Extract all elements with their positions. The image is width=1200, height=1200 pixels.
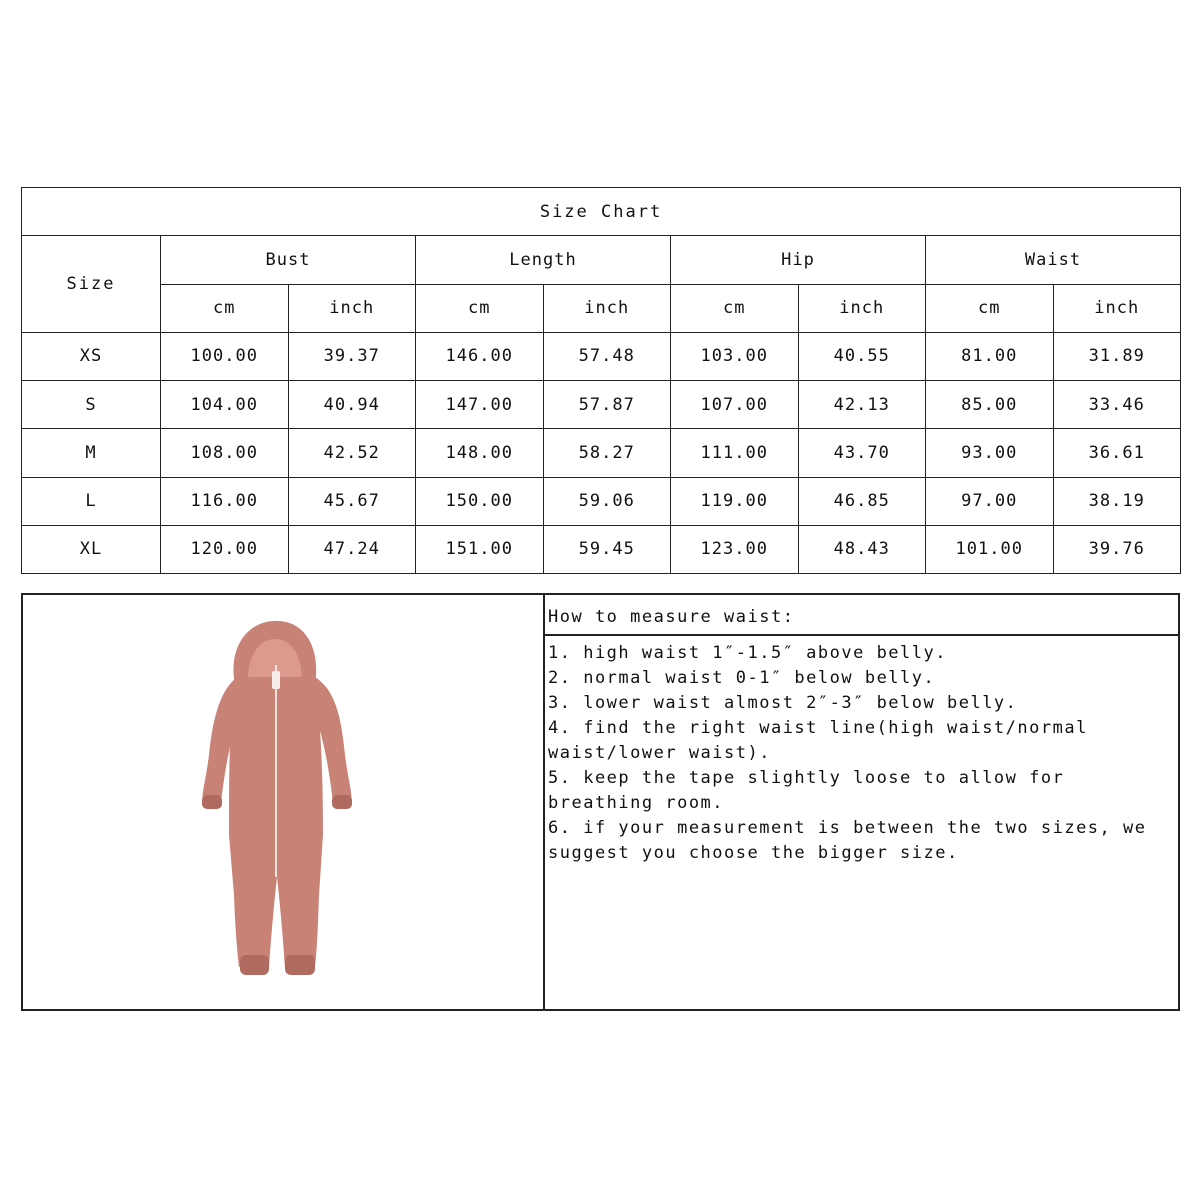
measurement-value: 59.06: [543, 477, 671, 525]
measurement-value: 116.00: [161, 477, 289, 525]
unit-header: inch: [798, 284, 926, 332]
size-row: [22, 477, 1181, 525]
measurement-value: 104.00: [161, 381, 289, 429]
unit-header: cm: [926, 284, 1054, 332]
measurement-value: 46.85: [798, 477, 926, 525]
unit-header: cm: [161, 284, 289, 332]
measurement-value: 81.00: [926, 332, 1054, 380]
unit-header: cm: [416, 284, 544, 332]
measurement-value: 45.67: [288, 477, 416, 525]
measurement-value: 38.19: [1053, 477, 1181, 525]
unit-header: inch: [288, 284, 416, 332]
measurement-value: 101.00: [926, 525, 1054, 573]
measurement-value: 111.00: [671, 429, 799, 477]
measurement-value: 33.46: [1053, 381, 1181, 429]
length-header: Length: [416, 236, 671, 284]
measure-step: 4. find the right waist line(high waist/normal waist/lower waist).: [548, 718, 1088, 763]
size-row: [22, 429, 1181, 477]
size-label: XL: [22, 525, 161, 573]
measure-guide-title: How to measure waist:: [545, 595, 1178, 636]
measurement-value: 100.00: [161, 332, 289, 380]
measurement-value: 39.76: [1053, 525, 1181, 573]
bust-header: Bust: [161, 236, 416, 284]
measurement-value: 40.94: [288, 381, 416, 429]
measurement-value: 93.00: [926, 429, 1054, 477]
measurement-value: 36.61: [1053, 429, 1181, 477]
size-chart-table: [21, 187, 1181, 574]
measurement-value: 97.00: [926, 477, 1054, 525]
product-photo: [23, 595, 545, 1009]
unit-header: inch: [543, 284, 671, 332]
measurement-value: 151.00: [416, 525, 544, 573]
size-row: [22, 525, 1181, 573]
measurement-value: 31.89: [1053, 332, 1181, 380]
measurement-value: 108.00: [161, 429, 289, 477]
measurement-value: 147.00: [416, 381, 544, 429]
measure-guide-notes: [545, 595, 1178, 1009]
measurement-value: 57.87: [543, 381, 671, 429]
size-row: [22, 381, 1181, 429]
size-label: L: [22, 477, 161, 525]
size-row: [22, 332, 1181, 380]
measure-step: 6. if your measurement is between the two sizes, we suggest you choose the bigger size.: [548, 818, 1147, 863]
measurement-value: 59.45: [543, 525, 671, 573]
measurement-value: 85.00: [926, 381, 1054, 429]
measure-step: 1. high waist 1″-1.5″ above belly.: [548, 643, 947, 663]
measurement-value: 103.00: [671, 332, 799, 380]
size-label: S: [22, 381, 161, 429]
measure-steps-list: [545, 636, 1163, 866]
size-chart-title: Size Chart: [22, 188, 1181, 236]
measurement-value: 120.00: [161, 525, 289, 573]
measurement-value: 146.00: [416, 332, 544, 380]
measurement-value: 42.13: [798, 381, 926, 429]
measurement-value: 107.00: [671, 381, 799, 429]
measurement-value: 48.43: [798, 525, 926, 573]
measurement-value: 39.37: [288, 332, 416, 380]
unit-header: inch: [1053, 284, 1181, 332]
measurement-value: 119.00: [671, 477, 799, 525]
measurement-value: 47.24: [288, 525, 416, 573]
measurement-value: 148.00: [416, 429, 544, 477]
measurement-value: 123.00: [671, 525, 799, 573]
measure-guide-box: [21, 593, 1180, 1011]
unit-header: cm: [671, 284, 799, 332]
size-label: M: [22, 429, 161, 477]
size-label: XS: [22, 332, 161, 380]
measure-step: 5. keep the tape slightly loose to allow for breathing room.: [548, 768, 1065, 813]
measurement-value: 57.48: [543, 332, 671, 380]
measure-step: 2. normal waist 0-1″ below belly.: [548, 668, 936, 688]
size-column-header: Size: [22, 236, 161, 333]
measurement-value: 58.27: [543, 429, 671, 477]
waist-header: Waist: [926, 236, 1181, 284]
hip-header: Hip: [671, 236, 926, 284]
measurement-value: 43.70: [798, 429, 926, 477]
measurement-value: 42.52: [288, 429, 416, 477]
measurement-value: 150.00: [416, 477, 544, 525]
measurement-value: 40.55: [798, 332, 926, 380]
hooded-onesie-image: [23, 595, 543, 1009]
measure-step: 3. lower waist almost 2″-3″ below belly.: [548, 693, 1018, 713]
